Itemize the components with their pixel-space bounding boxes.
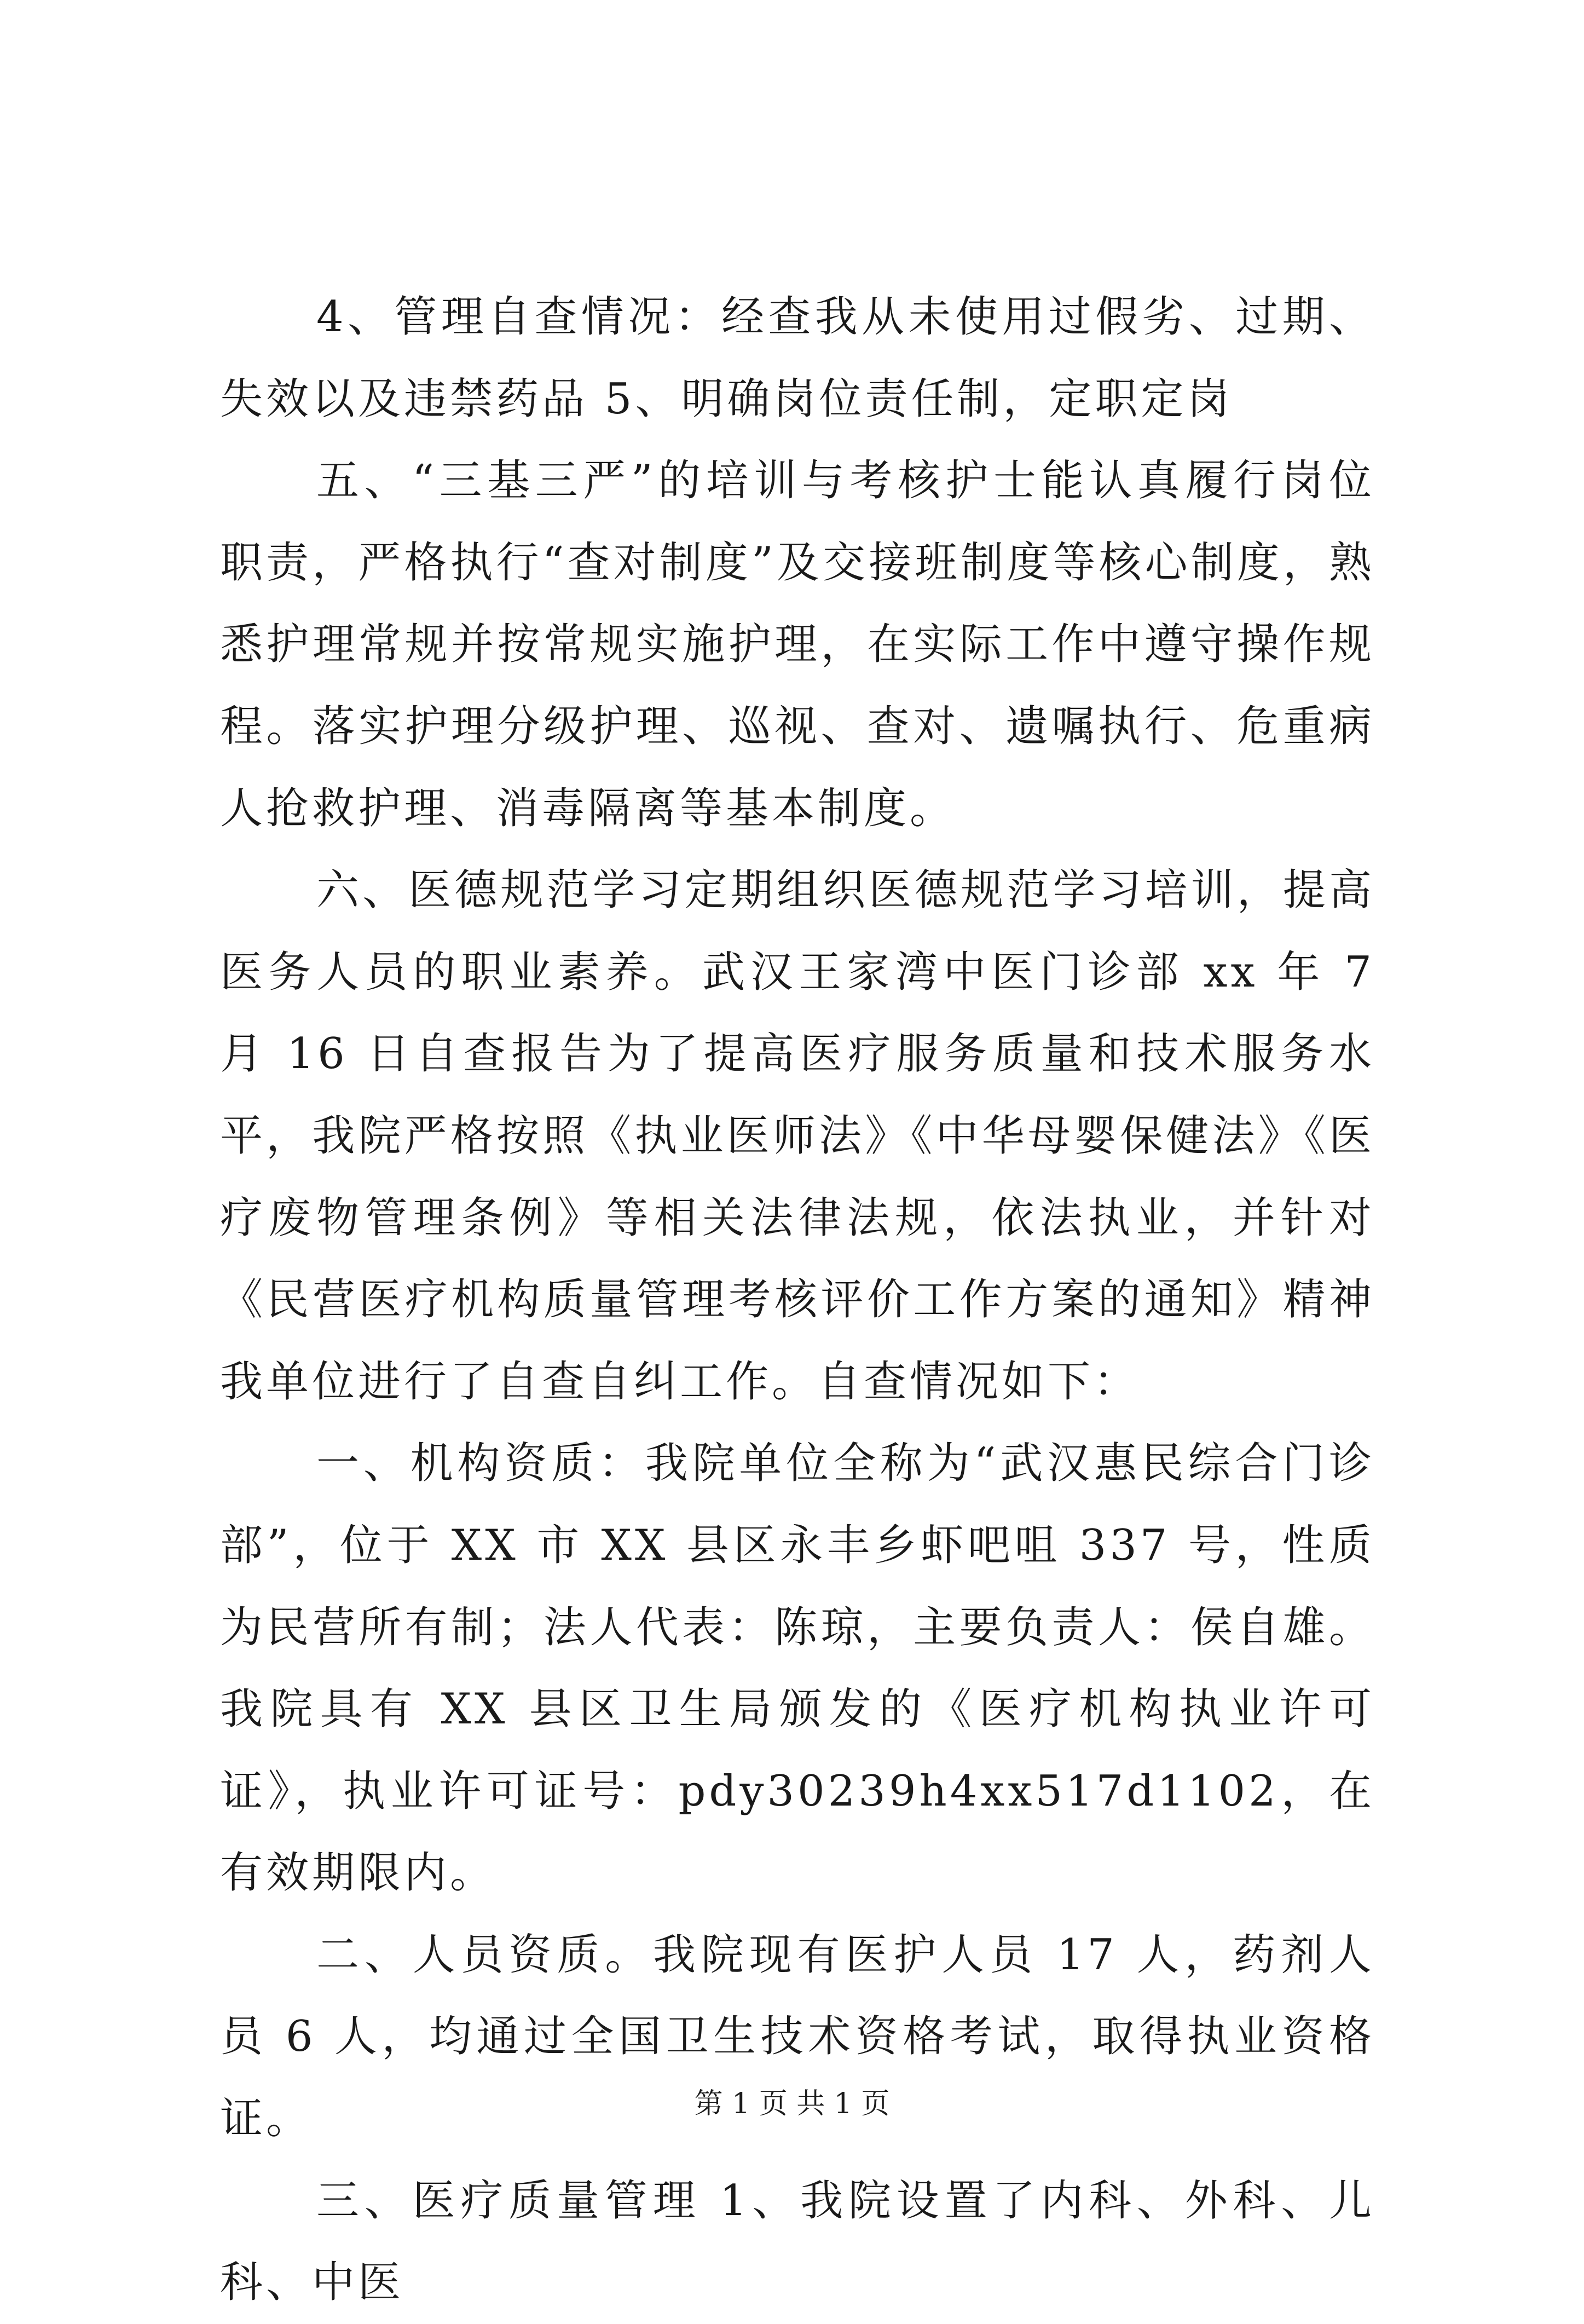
paragraph-4: 一、机构资质：我院单位全称为“武汉惠民综合门诊部”，位于 XX 市 XX 县区永丰乡虾吧咀 337 号，性质为民营所有制；法人代表：陈琼，主要负责人：侯自雄。我院具有 XX 县区卫生局颁发的《医疗机构执业许可证》，执业许可证号：pdy30239h4xx517d1102，在有效期限内。	[220, 1439, 1375, 1898]
document-body	[220, 276, 1375, 2324]
paragraph-6: 三、医疗质量管理 1、我院设置了内科、外科、儿科、中医	[220, 2176, 1375, 2308]
page-footer: 第 1 页 共 1 页	[694, 2087, 890, 2120]
paragraph-5: 二、人员资质。我院现有医护人员 17 人，药剂人员 6 人，均通过全国卫生技术资格考试，取得执业资格证。	[220, 1930, 1375, 2144]
paragraph-2: 五、“三基三严”的培训与考核护士能认真履行岗位职责，严格执行“查对制度”及交接班制度等核心制度，熟悉护理常规并按常规实施护理，在实际工作中遵守操作规程。落实护理分级护理、巡视、查对、遗嘱执行、危重病人抢救护理、消毒隔离等基本制度。	[220, 456, 1375, 833]
paragraph-1: 4、管理自查情况：经查我从未使用过假劣、过期、失效以及违禁药品 5、明确岗位责任制，定职定岗	[220, 292, 1375, 424]
paragraph-3: 六、医德规范学习定期组织医德规范学习培训，提高医务人员的职业素养。武汉王家湾中医门诊部 xx 年 7 月 16 日自查报告为了提高医疗服务质量和技术服务水平，我院严格按照《执业医师法》《中华母婴保健法》《医疗废物管理条例》等相关法律法规，依法执业，并针对《民营医疗机构质量管理考核评价工作方案的通知》精神我单位进行了自查自纠工作。自查情况如下：	[220, 866, 1375, 1406]
